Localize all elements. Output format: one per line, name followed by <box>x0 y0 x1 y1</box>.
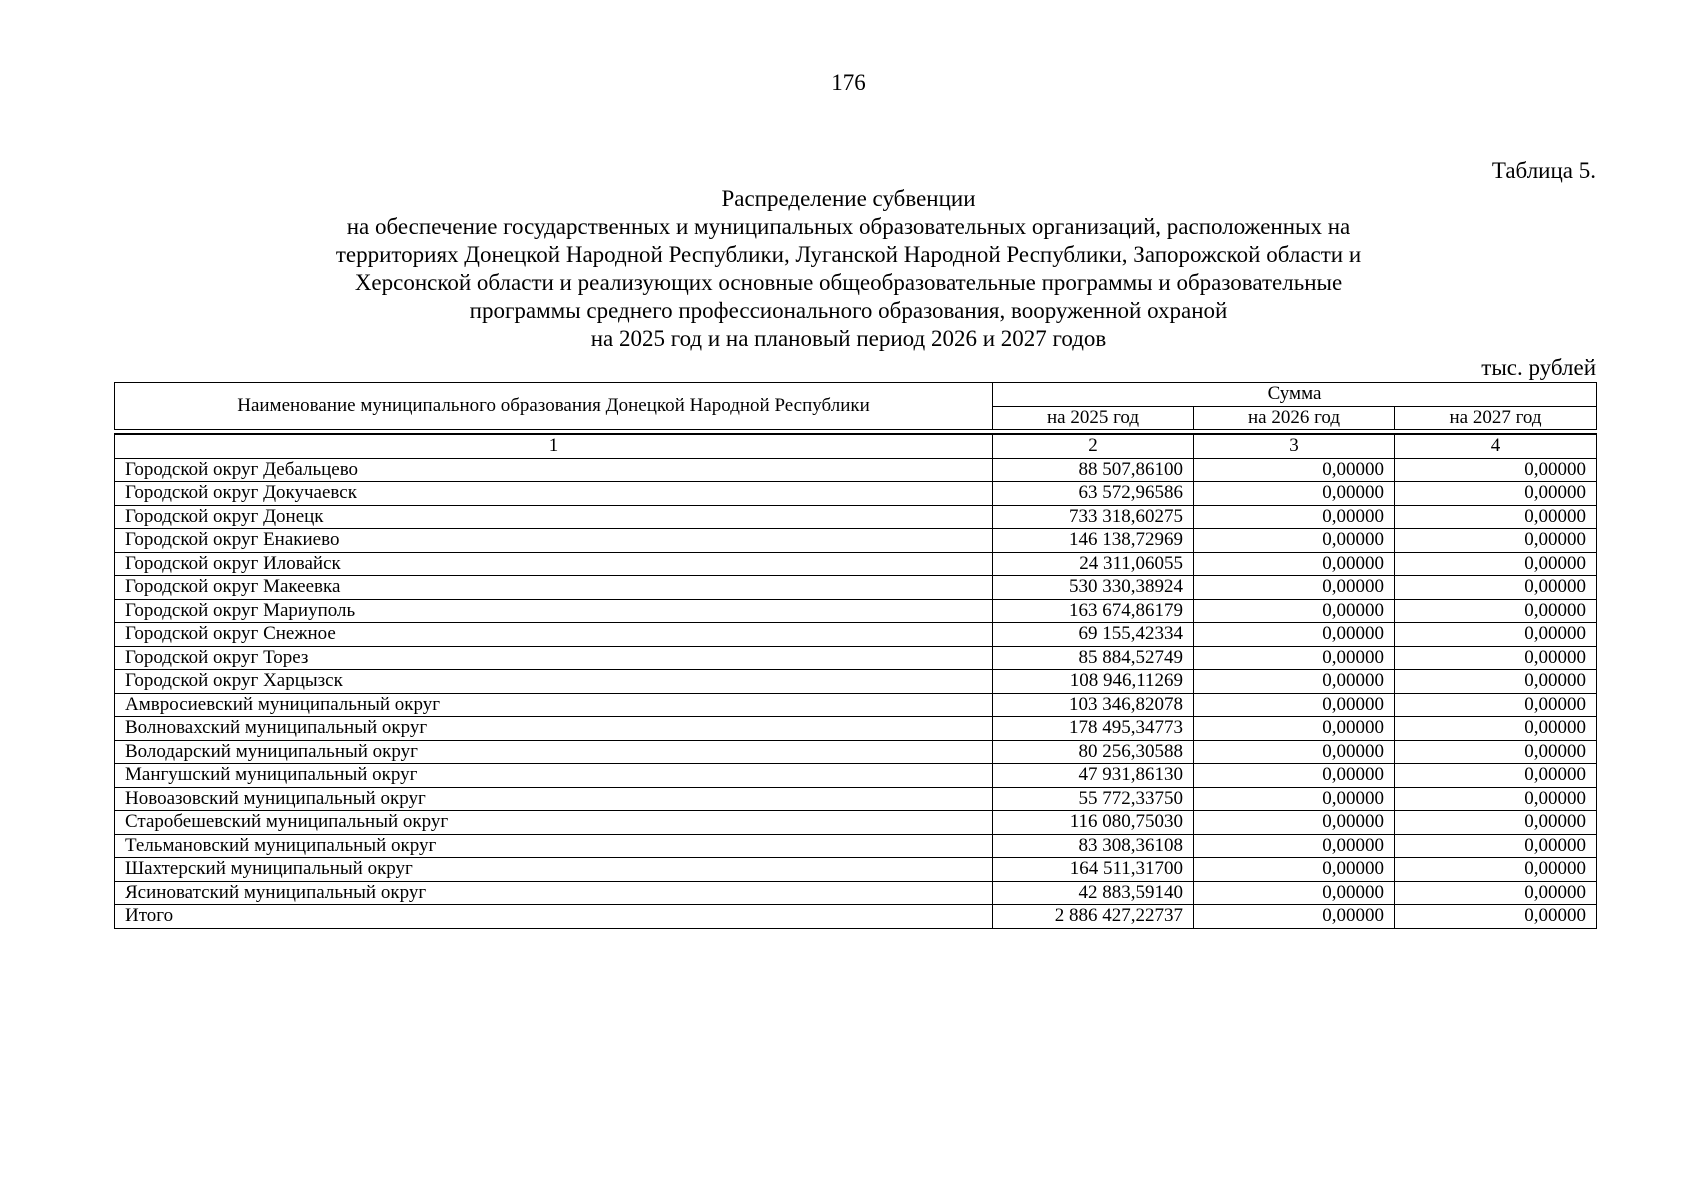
column-number-row <box>115 434 1597 458</box>
amount-2027-cell: 0,00000 <box>1395 693 1597 717</box>
municipality-name-cell: Городской округ Донецк <box>115 505 993 529</box>
amount-2027-cell: 0,00000 <box>1395 881 1597 905</box>
amount-2025-cell: 733 318,60275 <box>993 505 1194 529</box>
amount-2026-cell: 0,00000 <box>1194 482 1395 506</box>
municipality-name-cell: Городской округ Харцызск <box>115 670 993 694</box>
amount-2026-cell: 0,00000 <box>1194 811 1395 835</box>
amount-2026-cell: 0,00000 <box>1194 670 1395 694</box>
amount-2026-cell: 0,00000 <box>1194 905 1395 929</box>
title-line: на 2025 год и на плановый период 2026 и 2027 годов <box>590 326 1107 351</box>
table-row <box>115 881 1597 905</box>
amount-2026-cell: 0,00000 <box>1194 881 1395 905</box>
table-row <box>115 834 1597 858</box>
amount-2027-cell: 0,00000 <box>1395 482 1597 506</box>
amount-2026-cell: 0,00000 <box>1194 576 1395 600</box>
amount-2025-cell: 85 884,52749 <box>993 646 1194 670</box>
amount-2025-cell: 163 674,86179 <box>993 599 1194 623</box>
amount-2025-cell: 2 886 427,22737 <box>993 905 1194 929</box>
subsidy-table-container <box>114 382 1596 929</box>
amount-2025-cell: 55 772,33750 <box>993 787 1194 811</box>
municipality-name-cell: Володарский муниципальный округ <box>115 740 993 764</box>
amount-2025-cell: 83 308,36108 <box>993 834 1194 858</box>
table-row <box>115 646 1597 670</box>
table-row <box>115 764 1597 788</box>
amount-2025-cell: 530 330,38924 <box>993 576 1194 600</box>
amount-2027-cell: 0,00000 <box>1395 529 1597 553</box>
amount-2025-cell: 116 080,75030 <box>993 811 1194 835</box>
amount-2025-cell: 108 946,11269 <box>993 670 1194 694</box>
municipality-name-cell: Городской округ Енакиево <box>115 529 993 553</box>
table-body <box>115 434 1597 928</box>
municipality-name-cell: Итого <box>115 905 993 929</box>
amount-2027-cell: 0,00000 <box>1395 787 1597 811</box>
amount-2027-cell: 0,00000 <box>1395 717 1597 741</box>
municipality-name-cell: Амвросиевский муниципальный округ <box>115 693 993 717</box>
amount-2026-cell: 0,00000 <box>1194 834 1395 858</box>
table-row <box>115 670 1597 694</box>
table-row <box>115 693 1597 717</box>
amount-2027-cell: 0,00000 <box>1395 834 1597 858</box>
header-municipality: Наименование муниципального образования Донецкой Народной Республики <box>115 383 993 430</box>
units-label: тыс. рублей <box>1481 355 1596 380</box>
amount-2025-cell: 47 931,86130 <box>993 764 1194 788</box>
table-row <box>115 740 1597 764</box>
municipality-name-cell: Волновахский муниципальный округ <box>115 717 993 741</box>
table-row <box>115 458 1597 482</box>
table-row <box>115 858 1597 882</box>
amount-2027-cell: 0,00000 <box>1395 905 1597 929</box>
amount-2025-cell: 164 511,31700 <box>993 858 1194 882</box>
table-row <box>115 529 1597 553</box>
amount-2027-cell: 0,00000 <box>1395 576 1597 600</box>
page-number: 176 <box>831 70 866 95</box>
amount-2026-cell: 0,00000 <box>1194 717 1395 741</box>
title-line: Херсонской области и реализующих основные общеобразовательные программы и образовательные <box>354 270 1343 295</box>
table-row <box>115 811 1597 835</box>
amount-2027-cell: 0,00000 <box>1395 552 1597 576</box>
amount-2026-cell: 0,00000 <box>1194 505 1395 529</box>
table-row <box>115 717 1597 741</box>
amount-2027-cell: 0,00000 <box>1395 670 1597 694</box>
amount-2027-cell: 0,00000 <box>1395 599 1597 623</box>
amount-2027-cell: 0,00000 <box>1395 764 1597 788</box>
amount-2025-cell: 24 311,06055 <box>993 552 1194 576</box>
header-sum: Сумма <box>993 383 1597 407</box>
table-row <box>115 552 1597 576</box>
amount-2026-cell: 0,00000 <box>1194 787 1395 811</box>
municipality-name-cell: Мангушский муниципальный округ <box>115 764 993 788</box>
amount-2026-cell: 0,00000 <box>1194 529 1395 553</box>
column-number: 2 <box>993 434 1194 458</box>
municipality-name-cell: Городской округ Мариуполь <box>115 599 993 623</box>
title-line: территориях Донецкой Народной Республики, Луганской Народной Республики, Запорожской области и <box>335 242 1362 267</box>
amount-2027-cell: 0,00000 <box>1395 646 1597 670</box>
municipality-name-cell: Шахтерский муниципальный округ <box>115 858 993 882</box>
municipality-name-cell: Старобешевский муниципальный округ <box>115 811 993 835</box>
column-number: 4 <box>1395 434 1597 458</box>
amount-2026-cell: 0,00000 <box>1194 858 1395 882</box>
municipality-name-cell: Городской округ Макеевка <box>115 576 993 600</box>
municipality-name-cell: Городской округ Докучаевск <box>115 482 993 506</box>
amount-2026-cell: 0,00000 <box>1194 646 1395 670</box>
amount-2025-cell: 80 256,30588 <box>993 740 1194 764</box>
amount-2026-cell: 0,00000 <box>1194 693 1395 717</box>
table-row <box>115 576 1597 600</box>
amount-2026-cell: 0,00000 <box>1194 623 1395 647</box>
municipality-name-cell: Городской округ Снежное <box>115 623 993 647</box>
amount-2025-cell: 69 155,42334 <box>993 623 1194 647</box>
table-row <box>115 787 1597 811</box>
header-year-2025: на 2025 год <box>993 406 1194 430</box>
amount-2025-cell: 178 495,34773 <box>993 717 1194 741</box>
table-row <box>115 482 1597 506</box>
amount-2027-cell: 0,00000 <box>1395 458 1597 482</box>
amount-2025-cell: 88 507,86100 <box>993 458 1194 482</box>
header-year-2026: на 2026 год <box>1194 406 1395 430</box>
municipality-name-cell: Городской округ Дебальцево <box>115 458 993 482</box>
table-title <box>0 185 1697 353</box>
title-line: на обеспечение государственных и муниципальных образовательных организаций, расположенных на <box>346 214 1351 239</box>
amount-2027-cell: 0,00000 <box>1395 740 1597 764</box>
amount-2026-cell: 0,00000 <box>1194 764 1395 788</box>
municipality-name-cell: Новоазовский муниципальный округ <box>115 787 993 811</box>
subsidy-table <box>114 382 1597 929</box>
amount-2027-cell: 0,00000 <box>1395 858 1597 882</box>
column-number: 1 <box>115 434 993 458</box>
municipality-name-cell: Тельмановский муниципальный округ <box>115 834 993 858</box>
column-number: 3 <box>1194 434 1395 458</box>
table-row <box>115 505 1597 529</box>
header-year-2027: на 2027 год <box>1395 406 1597 430</box>
amount-2026-cell: 0,00000 <box>1194 458 1395 482</box>
amount-2025-cell: 146 138,72969 <box>993 529 1194 553</box>
title-line: Распределение субвенции <box>721 186 976 211</box>
amount-2027-cell: 0,00000 <box>1395 811 1597 835</box>
table-total-row <box>115 905 1597 929</box>
municipality-name-cell: Ясиноватский муниципальный округ <box>115 881 993 905</box>
amount-2027-cell: 0,00000 <box>1395 623 1597 647</box>
amount-2025-cell: 63 572,96586 <box>993 482 1194 506</box>
amount-2025-cell: 42 883,59140 <box>993 881 1194 905</box>
municipality-name-cell: Городской округ Торез <box>115 646 993 670</box>
municipality-name-cell: Городской округ Иловайск <box>115 552 993 576</box>
amount-2026-cell: 0,00000 <box>1194 552 1395 576</box>
title-line: программы среднего профессионального образования, вооруженной охраной <box>469 298 1228 323</box>
table-header <box>115 383 1597 435</box>
table-label: Таблица 5. <box>1491 158 1596 183</box>
table-row <box>115 599 1597 623</box>
amount-2026-cell: 0,00000 <box>1194 599 1395 623</box>
amount-2026-cell: 0,00000 <box>1194 740 1395 764</box>
amount-2027-cell: 0,00000 <box>1395 505 1597 529</box>
table-row <box>115 623 1597 647</box>
amount-2025-cell: 103 346,82078 <box>993 693 1194 717</box>
